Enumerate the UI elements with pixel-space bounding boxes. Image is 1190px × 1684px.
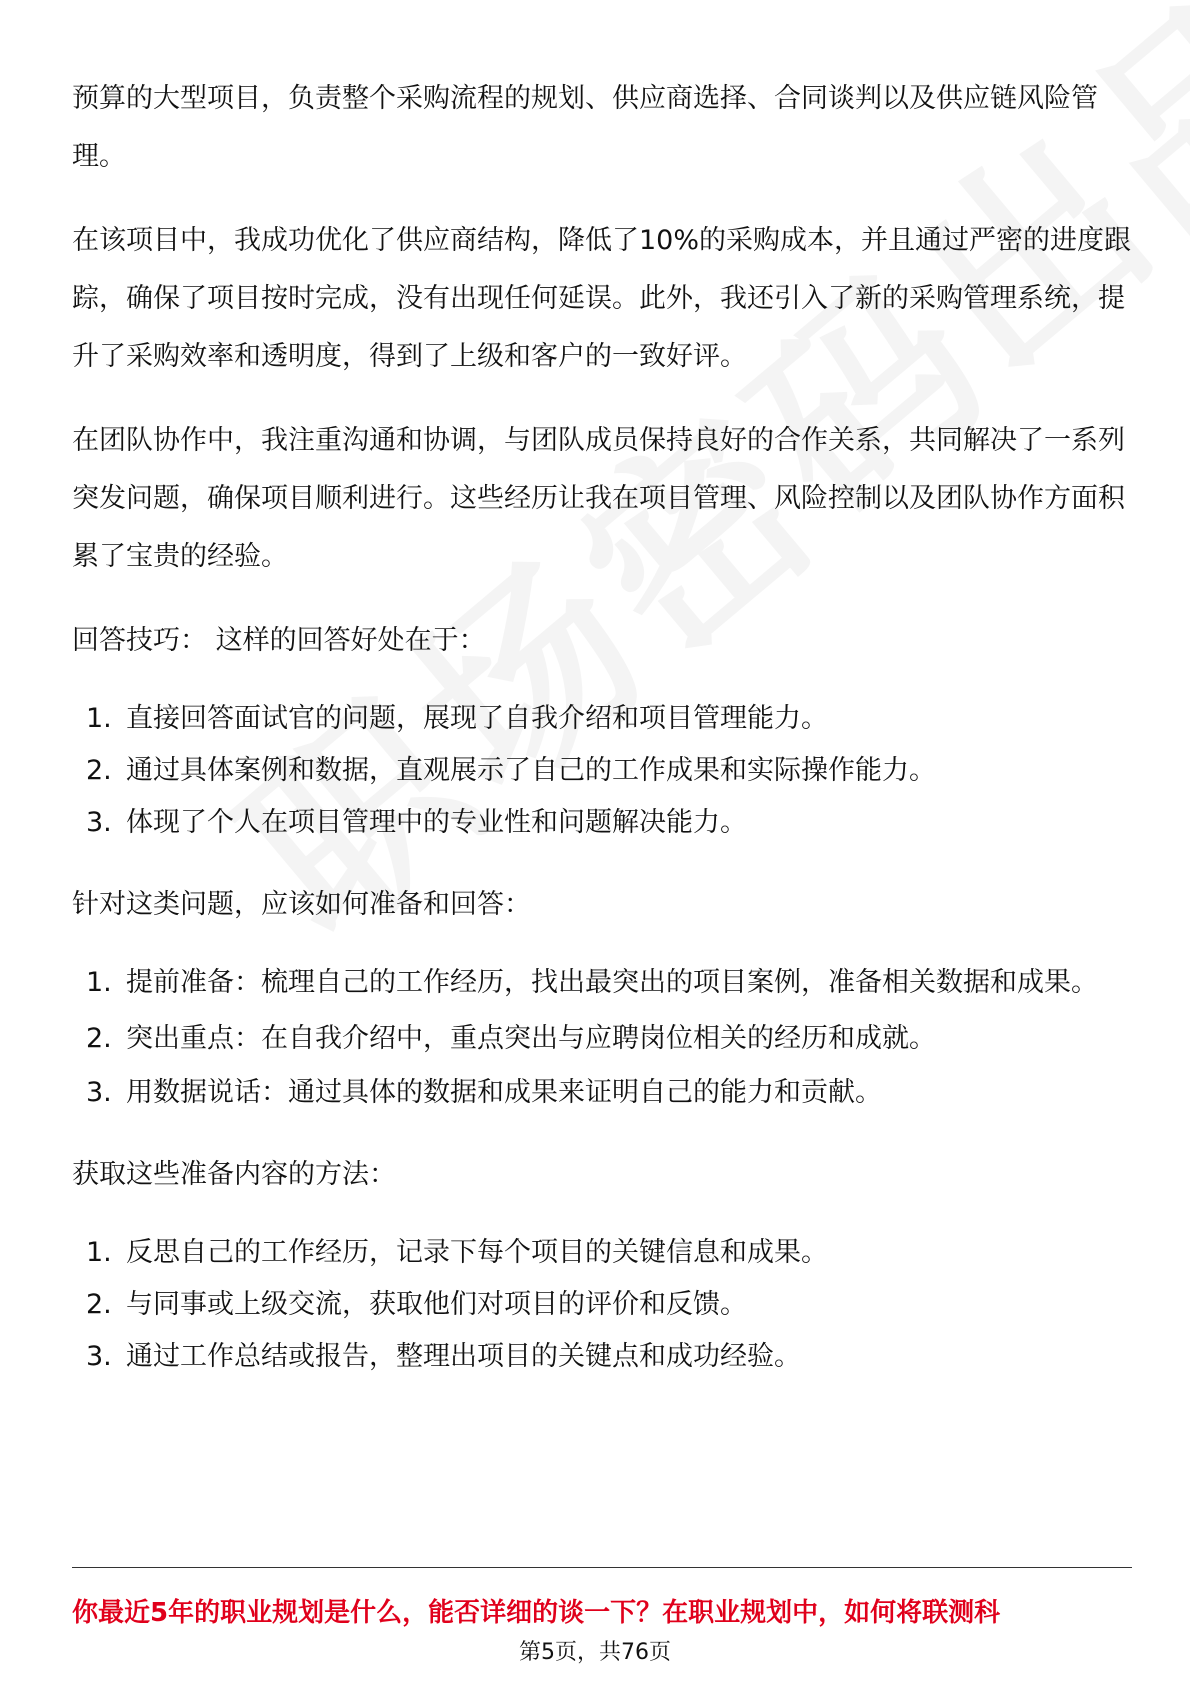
list-item: 2. 通过具体案例和数据，直观展示了自己的工作成果和实际操作能力。 [86, 755, 936, 786]
list-item: 3. 体现了个人在项目管理中的专业性和问题解决能力。 [86, 807, 747, 838]
page-number: 第5页，共76页 [519, 1640, 671, 1665]
list-item: 3. 通过工作总结或报告，整理出项目的关键点和成功经验。 [86, 1341, 801, 1372]
paragraph-teamwork: 在团队协作中，我注重沟通和协调，与团队成员保持良好的合作关系，共同解决了一系列突发问题，确保项目顺利进行。这些经历让我在项目管理、风险控制以及团队协作方面积累了宝贵的经验。 [72, 425, 1125, 572]
footer-divider [72, 1567, 1132, 1568]
obtain-heading: 获取这些准备内容的方法： [72, 1159, 396, 1190]
list-item: 1. 提前准备：梳理自己的工作经历，找出最突出的项目案例，准备相关数据和成果。 [86, 967, 1098, 998]
prepare-heading: 针对这类问题，应该如何准备和回答： [72, 889, 531, 920]
tips-heading: 回答技巧： 这样的回答好处在于： [72, 625, 486, 656]
paragraph-project-intro: 预算的大型项目，负责整个采购流程的规划、供应商选择、合同谈判以及供应链风险管理。 [72, 83, 1098, 172]
paragraph-achievements: 在该项目中，我成功优化了供应商结构，降低了10%的采购成本，并且通过严密的进度跟踪，确保了项目按时完成，没有出现任何延误。此外，我还引入了新的采购管理系统，提升了采购效率和透明度，得到了上级和客户的一致好评。 [72, 225, 1132, 372]
obtain-list [72, 1224, 1132, 1386]
document-body [72, 70, 1132, 1386]
list-item: 1. 反思自己的工作经历，记录下每个项目的关键信息和成果。 [86, 1237, 828, 1268]
tips-list [72, 690, 1132, 852]
list-item: 2. 突出重点：在自我介绍中，重点突出与应聘岗位相关的经历和成就。 [86, 1023, 936, 1054]
list-item: 3. 用数据说话：通过具体的数据和成果来证明自己的能力和贡献。 [86, 1077, 882, 1108]
list-item: 2. 与同事或上级交流，获取他们对项目的评价和反馈。 [86, 1289, 747, 1320]
next-question-title: 你最近5年的职业规划是什么，能否详细的谈一下？在职业规划中，如何将联测科 [72, 1598, 1001, 1628]
list-item: 1. 直接回答面试官的问题，展现了自我介绍和项目管理能力。 [86, 703, 828, 734]
prepare-list [72, 954, 1132, 1122]
